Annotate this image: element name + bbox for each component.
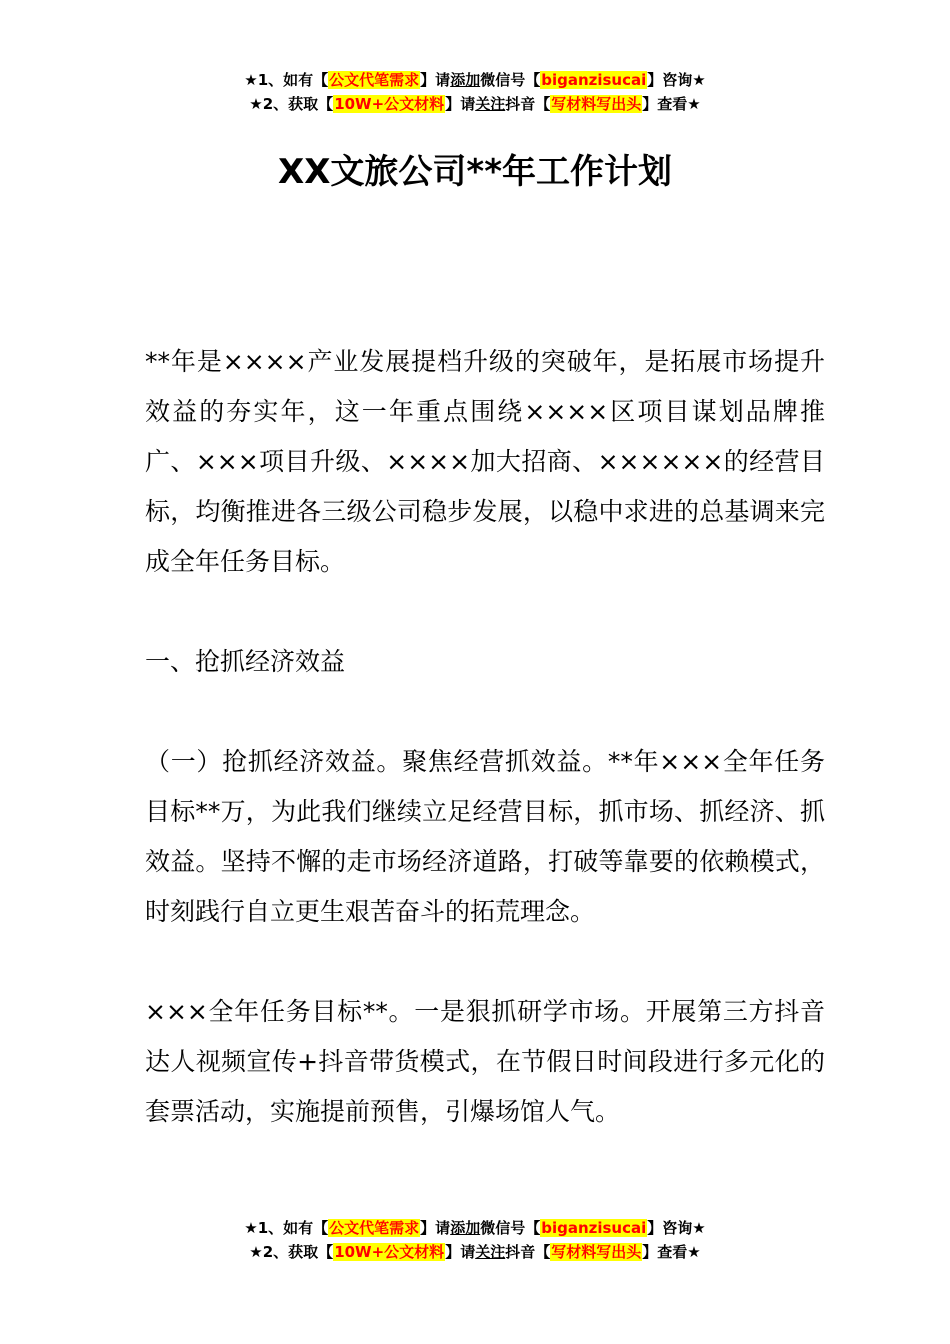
banner-underlined: 添加 [450,71,481,89]
banner-highlight: 10W+公文材料 [334,95,445,113]
banner-underlined: 添加 [450,1219,481,1237]
banner-highlight: 公文代笔需求 [329,71,420,89]
intro-paragraph: **年是××××产业发展提档升级的突破年，是拓展市场提升效益的夯实年，这一年重点围绕××××区项目谋划品牌推广、×××项目升级、××××加大招商、××××××的经营目标，均衡推进各三级公司稳步发展，以稳中求进的总基调来完成全年任务目标。 [145,347,825,576]
banner-highlight: biganzisucai [541,1219,647,1237]
banner-text: 微信号【 [480,1219,541,1237]
banner-text: 】咨询★ [647,71,706,89]
banner-text: 】咨询★ [647,1219,706,1237]
body-paragraph: （一）抢抓经济效益。聚焦经营抓效益。**年×××全年任务目标**万，为此我们继续立足经营目标，抓市场、抓经济、抓效益。坚持不懈的走市场经济道路，打破等靠要的依赖模式，时刻践行自立更生艰苦奋斗的拓荒理念。 [145,747,825,926]
banner-underlined: 关注 [475,1243,506,1261]
banner-line-2 [0,1240,950,1264]
document-body [145,337,825,1137]
banner-line-2 [0,92,950,116]
banner-text: ★2、获取【 [249,95,334,113]
banner-line-1 [0,68,950,92]
section-heading: 一、抢抓经济效益 [145,647,346,676]
banner-text: 微信号【 [480,71,541,89]
banner-text: 】查看★ [642,95,701,113]
banner-highlight: 公文代笔需求 [329,1219,420,1237]
banner-text: 】请 [420,71,451,89]
banner-highlight: 写材料写出头 [551,1243,642,1261]
footer-banner [0,1216,950,1264]
document-title: XX文旅公司**年工作计划 [278,152,672,192]
header-banner [0,68,950,116]
banner-text: ★1、如有【 [244,1219,329,1237]
banner-underlined: 关注 [475,95,506,113]
banner-line-1 [0,1216,950,1240]
banner-highlight: biganzisucai [541,71,647,89]
banner-text: ★2、获取【 [249,1243,334,1261]
banner-text: 】查看★ [642,1243,701,1261]
banner-text: ★1、如有【 [244,71,329,89]
body-paragraph: ×××全年任务目标**。一是狠抓研学市场。开展第三方抖音达人视频宣传+抖音带货模式，在节假日时间段进行多元化的套票活动，实施提前预售，引爆场馆人气。 [145,997,825,1126]
banner-text: 】请 [445,95,476,113]
banner-highlight: 10W+公文材料 [334,1243,445,1261]
banner-text: 抖音【 [505,95,551,113]
banner-text: 抖音【 [505,1243,551,1261]
banner-text: 】请 [445,1243,476,1261]
banner-text: 】请 [420,1219,451,1237]
banner-highlight: 写材料写出头 [551,95,642,113]
